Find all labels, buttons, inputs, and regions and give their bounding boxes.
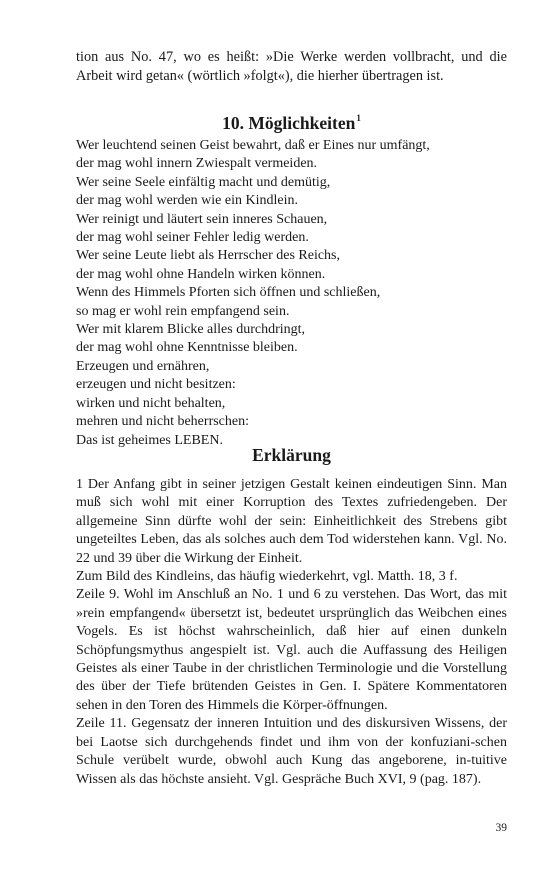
intro-paragraph: tion aus No. 47, wo es heißt: »Die Werke werden vollbracht, und die Arbeit wird getan« (wörtlich »folgt«), die hierher übertragen ist. xyxy=(76,49,507,84)
explanation-notes xyxy=(76,476,507,789)
poem-line: der mag wohl ohne Kenntnisse bleiben. xyxy=(76,340,298,356)
poem-line: Erzeugen und ernähren, xyxy=(76,358,210,374)
poem-line: der mag wohl innern Zwiespalt vermeiden. xyxy=(76,156,318,172)
note-paragraph: 1 Der Anfang gibt in seiner jetzigen Gestalt keinen eindeutigen Sinn. Man muß sich wohl mit einer Korruption des Textes zufriedengeben. Der allgemeine Sinn dürfte wohl der sein: Einheitlichkeit des Strebens gibt ungeteiltes Leben, das als solches auch dem Tod widerstehen kann. Vgl. No. 22 und 39 über die Wirkung der Einheit. xyxy=(76,477,507,566)
explanation-heading: Erklärung xyxy=(252,445,331,465)
poem-line: Wer reinigt und läutert sein inneres Schauen, xyxy=(76,211,328,227)
poem-line: so mag er wohl rein empfangend sein. xyxy=(76,303,290,319)
note-paragraph: Zeile 11. Gegensatz der inneren Intuition und des diskursiven Wissens, der bei Laotse sich durchgehends findet und ihm von der konfuziani-schen Schule verübelt wurde, obwohl auch Kung das angeborene, in-tuitive Wissen als das höchste ansieht. Vgl. Gespräche Buch XVI, 9 (pag. 187). xyxy=(76,716,507,787)
poem-line: Wer seine Leute liebt als Herrscher des Reichs, xyxy=(76,248,340,264)
poem-line: Wer mit klarem Blicke alles durchdringt, xyxy=(76,322,306,338)
poem xyxy=(76,137,507,450)
poem-line: der mag wohl ohne Handeln wirken können. xyxy=(76,266,326,282)
poem-line: mehren und nicht beherrschen: xyxy=(76,414,249,430)
poem-line: Wenn des Himmels Pforten sich öffnen und schließen, xyxy=(76,285,381,301)
poem-line: Das ist geheimes LEBEN. xyxy=(76,432,223,448)
page-number: 39 xyxy=(495,822,507,834)
poem-line: wirken und nicht behalten, xyxy=(76,395,226,411)
poem-line: der mag wohl seiner Fehler ledig werden. xyxy=(76,230,309,246)
note-paragraph: Zeile 9. Wohl im Anschluß an No. 1 und 6 zu verstehen. Das Wort, das mit »rein empfangend« übersetzt ist, bedeutet ursprünglich das Weibchen eines Vogels. Es ist höchst wahrscheinlich, daß hier auf einen dunkeln Schöpfungsmythus angespielt ist. Vgl. auch die Auffassung des Heiligen Geistes als einer Taube in der christlichen Terminologie und die Vorstellung des über der Tiefe brütenden Geistes in Gen. I. Spätere Kommentatoren sehen in den Toren des Himmels die Körper-öffnungen. xyxy=(76,587,507,713)
poem-line: Wer seine Seele einfältig macht und demütig, xyxy=(76,174,331,190)
chapter-title: 10. Möglichkeiten xyxy=(222,113,356,133)
poem-line: Wer leuchtend seinen Geist bewahrt, daß er Eines nur umfängt, xyxy=(76,138,430,153)
poem-line: der mag wohl werden wie ein Kindlein. xyxy=(76,193,298,209)
note-paragraph: Zum Bild des Kindleins, das häufig wiederkehrt, vgl. Matth. 18, 3 f. xyxy=(76,569,458,585)
poem-line: erzeugen und nicht besitzen: xyxy=(76,377,236,393)
chapter-heading xyxy=(76,107,507,134)
footnote-marker: 1 xyxy=(356,113,361,123)
